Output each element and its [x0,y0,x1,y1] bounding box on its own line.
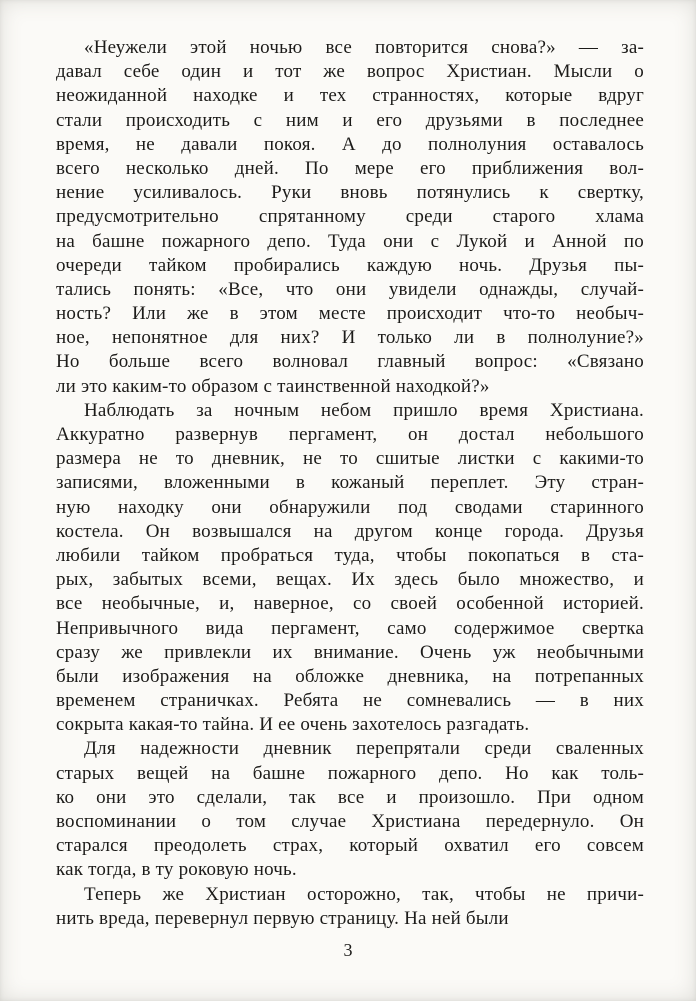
paragraph [56,737,644,882]
text-line: нение усиливалось. Руки вновь потянулись к свертку, [56,182,644,204]
text-line: старался преодолеть страх, который охватил его совсем [56,835,644,857]
text-line: неожиданной находке и тех странностях, которые вдруг [56,85,644,107]
text-line: все необычные, и, наверное, со своей особенной историей. [56,593,644,615]
text-line: ную находку они обнаружили под сводами старинного [56,496,644,518]
text-line: стали происходить с ним и его друзьями в последнее [56,109,644,131]
text-line: ность? Или же в этом месте происходит что-то необыч- [56,303,644,325]
text-line: Но больше всего волновал главный вопрос: «Связано [56,351,644,373]
text-line: были изображения на обложке дневника, на потрепанных [56,665,644,687]
text-line: давал себе один и тот же вопрос Христиан. Мысли о [56,61,644,83]
text-line: временем страничках. Ребята не сомневались — в них [56,690,644,712]
text-line: костела. Он возвышался на другом конце города. Друзья [56,520,644,542]
text-line: ли это каким-то образом с таинственной находкой?» [56,375,490,397]
page-number: 3 [343,940,353,960]
text-line: время, не давали покоя. А до полнолуния оставалось [56,133,644,155]
text-line: предусмотрительно спрятанному среди старого хлама [56,206,644,228]
text-line: рых, забытых всеми, вещах. Их здесь было множество, и [56,569,644,591]
text-line: нить вреда, перевернул первую страницу. На ней были [56,907,509,929]
text-line: очереди тайком пробирались каждую ночь. Друзья пы- [56,254,644,276]
text-line: всего несколько дней. По мере его приближения вол- [56,157,644,179]
text-line: сразу же привлекли их внимание. Очень уж необычными [56,641,644,663]
paragraph [56,36,644,399]
text-line: ко они это сделали, так все и произошло. При одном [56,786,644,808]
text-line: записями, вложенными в кожаный переплет. Эту стран- [56,472,644,494]
text-line: на башне пожарного депо. Туда они с Лукой и Анной по [56,230,644,252]
text-line: ное, непонятное для них? И только ли в полнолуние?» [56,327,644,349]
text-line: размера не то дневник, не то сшитые листки с какими-то [56,448,644,470]
paragraph [56,883,644,931]
paragraph [56,399,644,738]
text-block [56,36,644,931]
text-line: как тогда, в ту роковую ночь. [56,859,297,881]
text-line: Аккуратно развернув пергамент, он достал небольшого [56,424,644,445]
text-line: Наблюдать за ночным небом пришло время Христиана. [84,399,644,421]
text-line: тались понять: «Все, что они увидели однажды, случай- [56,278,644,300]
text-line: старых вещей на башне пожарного депо. Но как толь- [56,762,644,784]
text-line: Теперь же Христиан осторожно, так, чтобы не причи- [84,883,644,905]
text-line: «Неужели этой ночью все повторится снова?» — за- [84,37,644,58]
text-line: любили тайком пробраться туда, чтобы покопаться в ста- [56,544,644,566]
text-line: сокрыта какая-то тайна. И ее очень захотелось разгадать. [56,714,530,736]
text-line: Для надежности дневник перепрятали среди сваленных [84,738,644,760]
text-line: Непривычного вида пергамент, само содержимое свертка [56,617,644,639]
text-line: воспоминании о том случае Христиана передернуло. Он [56,811,644,832]
